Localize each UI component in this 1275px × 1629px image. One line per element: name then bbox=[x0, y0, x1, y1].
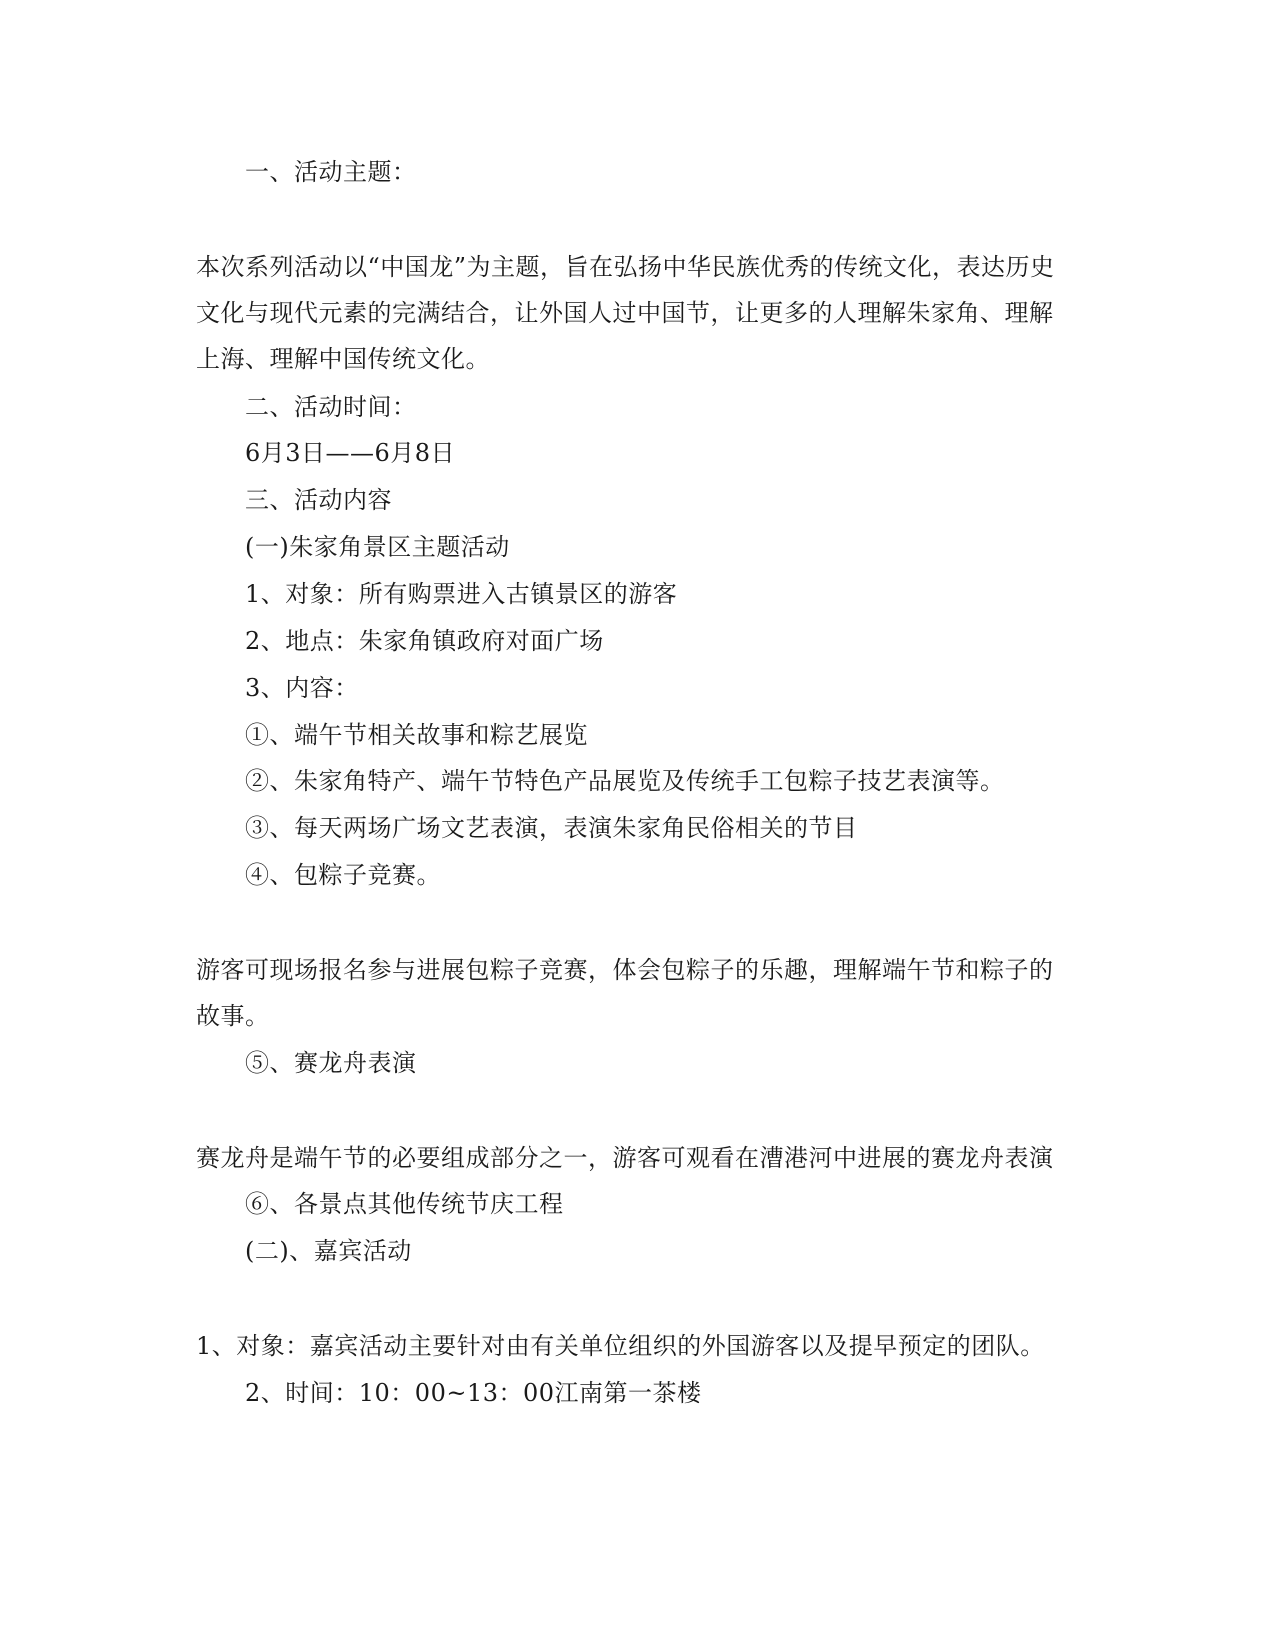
paragraph-line: 本次系列活动以“中国龙”为主题，旨在弘扬中华民族优秀的传统文化，表达历史 bbox=[196, 253, 1055, 281]
paragraph-line: 游客可现场报名参与进展包粽子竞赛，体会包粽子的乐趣，理解端午节和粽子的 bbox=[196, 956, 1054, 984]
list-item: ②、朱家角特产、端午节特色产品展览及传统手工包粽子技艺表演等。 bbox=[245, 767, 1005, 795]
list-item: ⑤、赛龙舟表演 bbox=[245, 1049, 417, 1077]
subsection-heading: (二)、嘉宾活动 bbox=[245, 1237, 412, 1265]
list-item: ⑥、各景点其他传统节庆工程 bbox=[245, 1190, 564, 1218]
paragraph-line: 文化与现代元素的完满结合，让外国人过中国节，让更多的人理解朱家角、理解 bbox=[196, 299, 1054, 327]
subsection-heading: (一)朱家角景区主题活动 bbox=[245, 533, 510, 561]
paragraph-line: 赛龙舟是端午节的必要组成部分之一，游客可观看在漕港河中进展的赛龙舟表演 bbox=[196, 1144, 1054, 1172]
list-item: ④、包粽子竞赛。 bbox=[245, 861, 441, 889]
list-item: 2、地点：朱家角镇政府对面广场 bbox=[245, 627, 604, 655]
section-heading-time: 二、活动时间： bbox=[245, 393, 417, 421]
list-item: 1、对象：所有购票进入古镇景区的游客 bbox=[245, 580, 678, 608]
date-range: 6月3日——6月8日 bbox=[245, 439, 456, 467]
paragraph-line: 上海、理解中国传统文化。 bbox=[196, 345, 490, 373]
list-item: ①、端午节相关故事和粽艺展览 bbox=[245, 721, 588, 749]
paragraph-line: 1、对象：嘉宾活动主要针对由有关单位组织的外国游客以及提早预定的团队。 bbox=[196, 1332, 1045, 1360]
section-heading-theme: 一、活动主题： bbox=[245, 158, 417, 186]
paragraph-line: 故事。 bbox=[196, 1002, 270, 1030]
list-item: 2、时间：10：00~13：00江南第一茶楼 bbox=[245, 1379, 702, 1407]
list-item: ③、每天两场广场文艺表演，表演朱家角民俗相关的节目 bbox=[245, 814, 858, 842]
section-heading-content: 三、活动内容 bbox=[245, 486, 392, 514]
list-item: 3、内容： bbox=[245, 674, 359, 702]
